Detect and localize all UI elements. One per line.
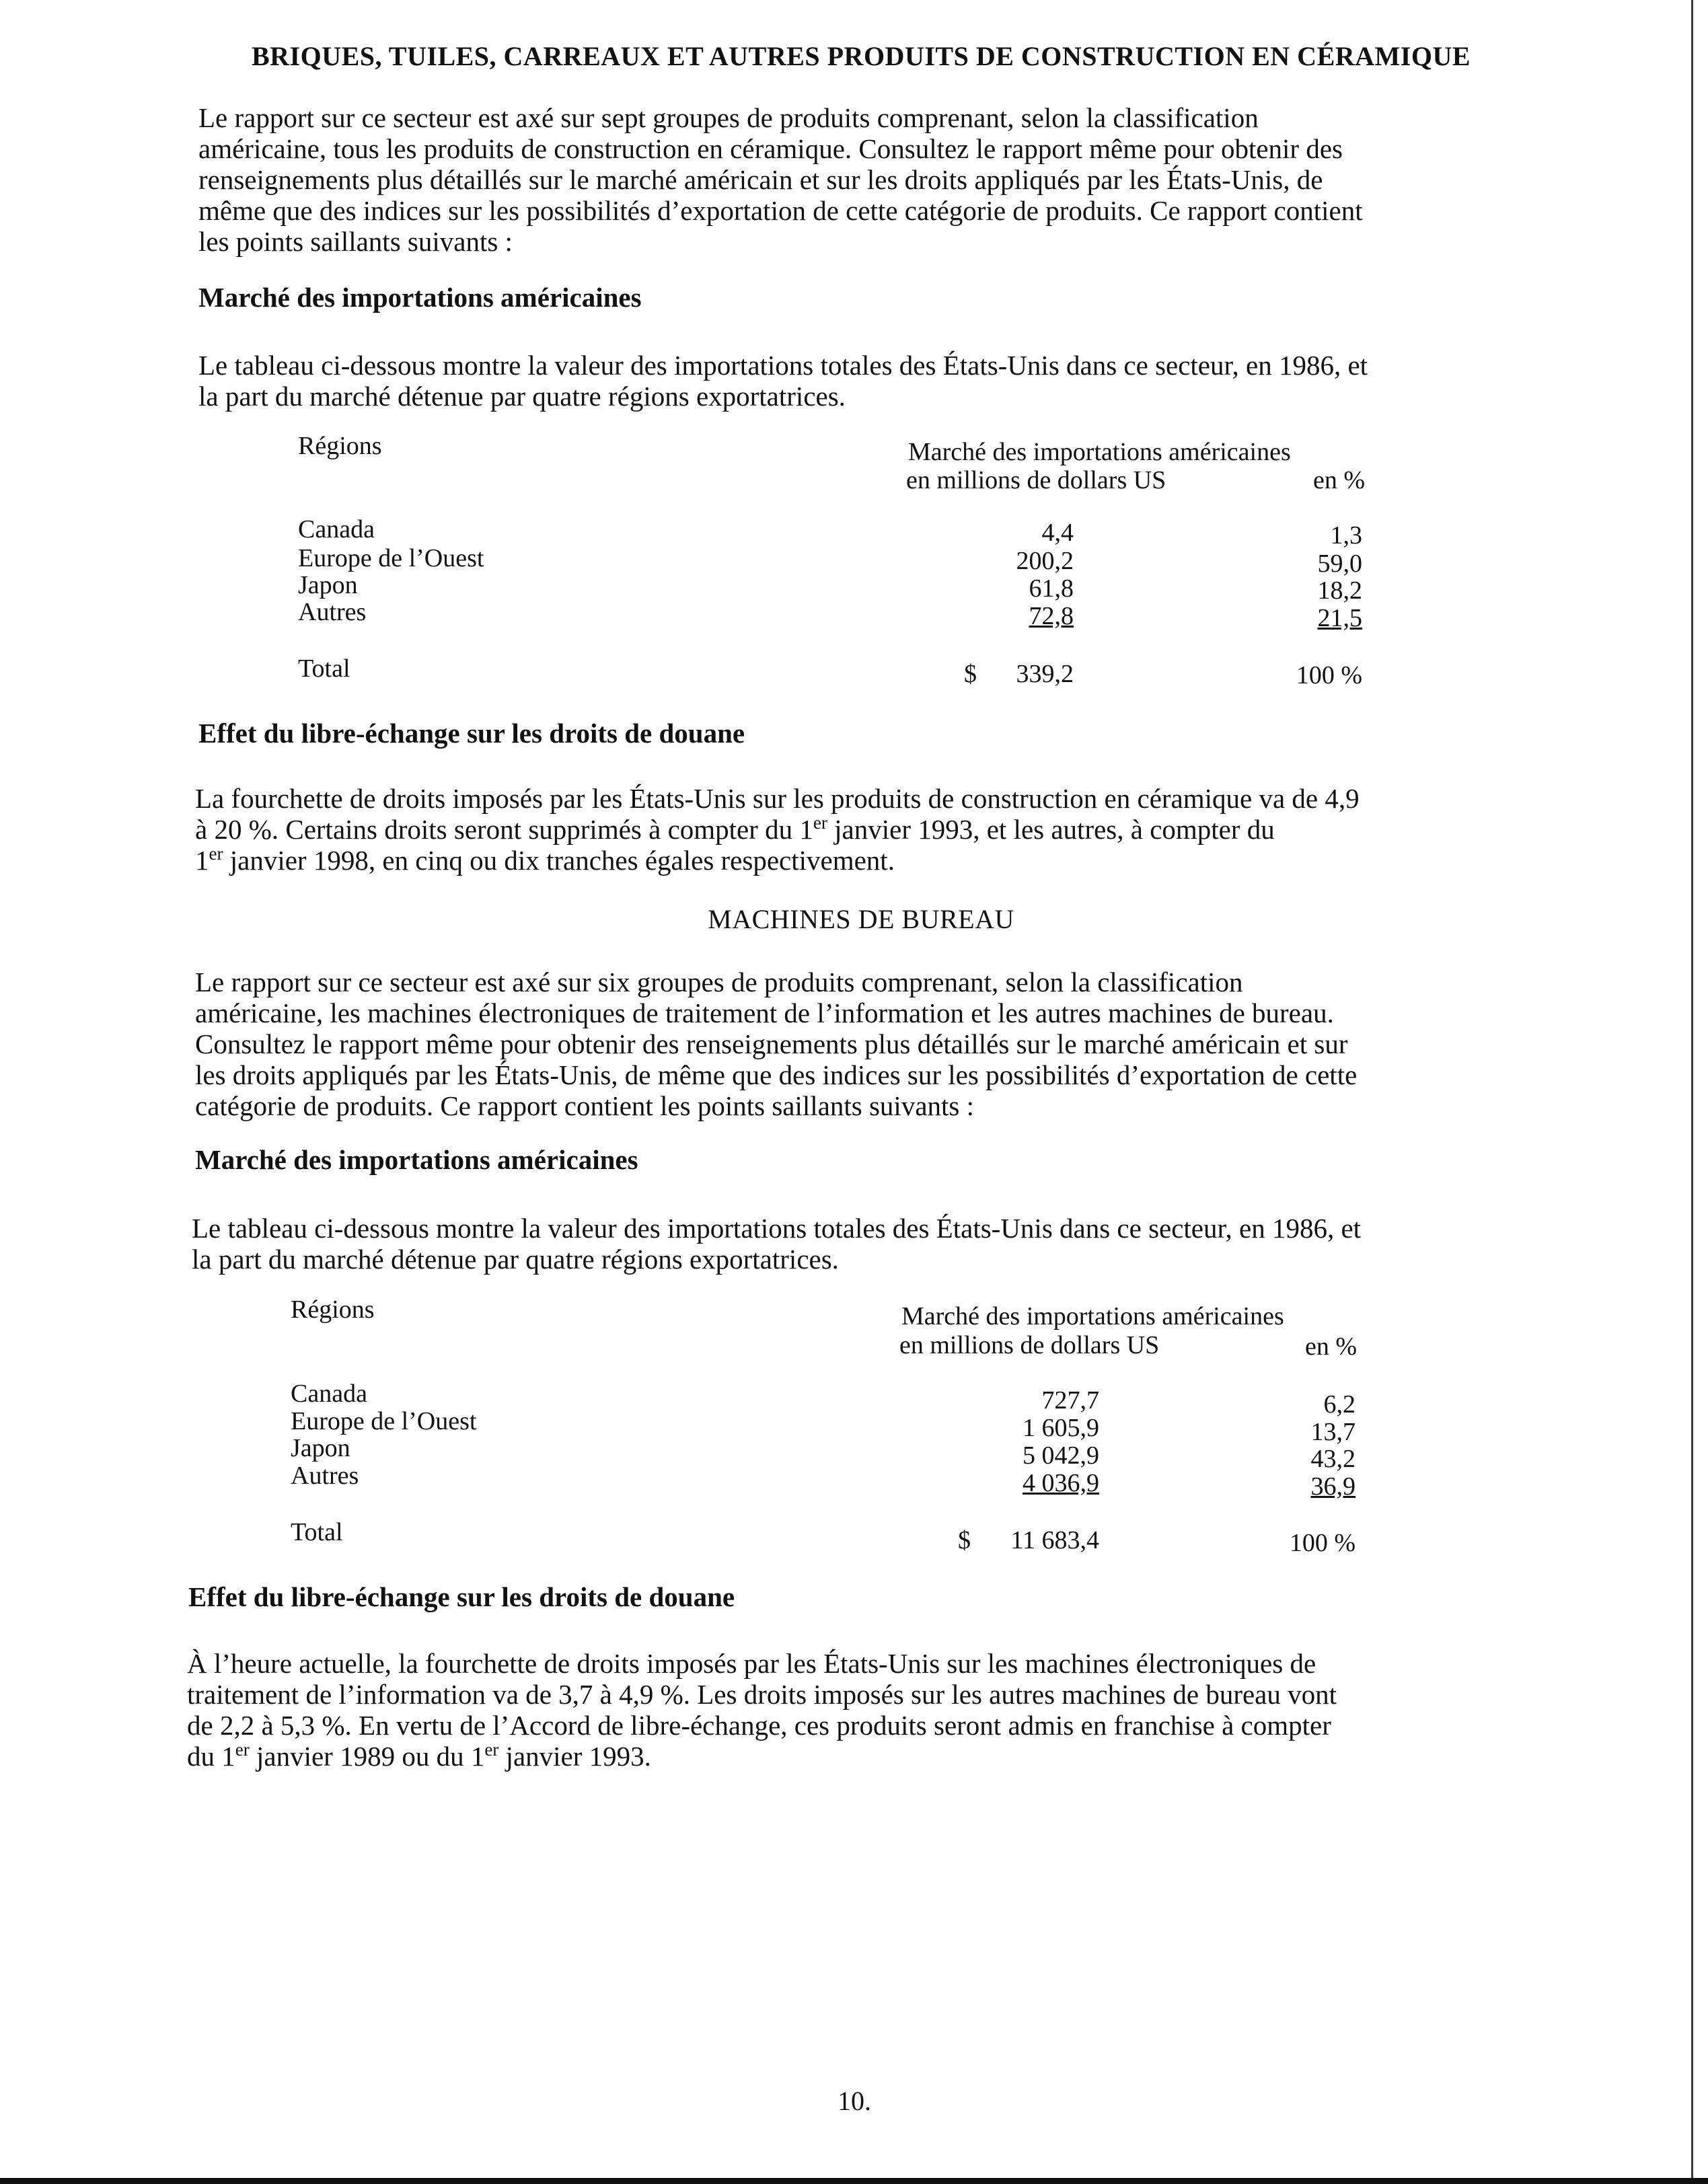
row-percent: 59,0: [1317, 550, 1362, 578]
total-value: 339,2: [1016, 660, 1074, 688]
row-percent: 43,2: [1310, 1445, 1356, 1473]
text-line: de 2,2 à 5,3 %. En vertu de l’Accord de libre-échange, ces produits seront admis en franchise à compter: [187, 1710, 1331, 1741]
market-heading: Marché des importations américaines: [195, 1144, 638, 1175]
text-line: Le tableau ci-dessous montre la valeur des importations totales des États-Unis dans ce secteur, en 1986, et: [198, 350, 1368, 381]
free-trade-effect-paragraph: [187, 1648, 1546, 1772]
text-line: la part du marché détenue par quatre régions exportatrices.: [198, 381, 846, 412]
total-currency: $: [958, 1526, 971, 1554]
total-label: Total: [298, 654, 350, 683]
row-percent: 6,2: [1323, 1390, 1356, 1419]
total-label: Total: [291, 1518, 343, 1546]
total-percent: 100 %: [1296, 661, 1362, 689]
text-span: du 1: [187, 1741, 235, 1772]
section-intro-paragraph: [195, 967, 1547, 1121]
row-percent: 18,2: [1317, 576, 1362, 605]
market-paragraph: [198, 350, 1544, 412]
text-line: Le tableau ci-dessous montre la valeur des importations totales des États-Unis dans ce secteur, en 1986, et: [192, 1213, 1362, 1244]
text-span: janvier 1993, et les autres, à compter du: [827, 814, 1275, 845]
text-line: renseignements plus détaillés sur le marché américain et sur les droits appliqués par les États-Unis, de: [198, 164, 1323, 195]
row-percent: 36,9: [1310, 1472, 1356, 1501]
text-line: les points saillants suivants :: [198, 226, 513, 257]
superscript: er: [235, 1739, 250, 1760]
text-span: janvier 1993.: [498, 1741, 651, 1772]
column-header-percent: en %: [1313, 466, 1366, 494]
text-span: 1: [195, 845, 209, 876]
section-title-ceramique: BRIQUES, TUILES, CARREAUX ET AUTRES PRODUITS DE CONSTRUCTION EN CÉRAMIQUE: [251, 41, 1471, 71]
column-header-percent: en %: [1305, 1332, 1358, 1361]
text-line: [187, 1741, 1546, 1772]
row-region: Autres: [291, 1462, 359, 1490]
text-span: janvier 1989 ou du 1: [249, 1741, 485, 1772]
market-paragraph: [192, 1213, 1544, 1275]
text-line: même que des indices sur les possibilités d’exportation de cette catégorie de produits. Ce rapport contient: [198, 195, 1363, 226]
superscript: er: [209, 843, 223, 864]
column-header-market-unit: en millions de dollars US: [899, 1331, 1160, 1359]
superscript: er: [813, 813, 827, 833]
row-region: Canada: [291, 1380, 367, 1408]
row-region: Europe de l’Ouest: [291, 1407, 477, 1435]
text-line: américaine, tous les produits de construction en céramique. Consultez le rapport même pour obtenir des: [198, 133, 1343, 164]
text-line: les droits appliqués par les États-Unis, de même que des indices sur les possibilités d’exportation de cette: [195, 1059, 1358, 1090]
text-line: [195, 814, 1547, 845]
row-value: 727,7: [1041, 1386, 1099, 1415]
text-line: À l’heure actuelle, la fourchette de droits imposés par les États-Unis sur les machines électroniques de: [187, 1648, 1316, 1679]
row-percent: 21,5: [1317, 604, 1362, 632]
row-value: 4 036,9: [1023, 1469, 1099, 1497]
text-line: Le rapport sur ce secteur est axé sur six groupes de produits comprenant, selon la classification: [195, 967, 1243, 997]
text-span: à 20 %. Certains droits seront supprimés à compter du 1: [195, 814, 813, 845]
market-heading: Marché des importations américaines: [198, 282, 642, 313]
column-header-market: Marché des importations américaines: [908, 438, 1291, 466]
row-value: 200,2: [1016, 547, 1074, 575]
free-trade-effect-heading: Effet du libre-échange sur les droits de douane: [198, 718, 745, 749]
text-line: catégorie de produits. Ce rapport contient les points saillants suivants :: [195, 1090, 975, 1121]
text-line: américaine, les machines électroniques de traitement de l’information et les autres machines de bureau.: [195, 997, 1334, 1028]
text-line: Consultez le rapport même pour obtenir des renseignements plus détaillés sur le marché américain et sur: [195, 1028, 1348, 1059]
total-percent: 100 %: [1289, 1529, 1356, 1557]
superscript: er: [484, 1739, 499, 1760]
text-span: janvier 1998, en cinq ou dix tranches égales respectivement.: [223, 845, 895, 876]
row-value: 1 605,9: [1023, 1414, 1099, 1442]
section-intro-paragraph: [198, 102, 1544, 257]
row-percent: 13,7: [1310, 1418, 1356, 1446]
row-value: 5 042,9: [1023, 1441, 1099, 1470]
text-line: traitement de l’information va de 3,7 à 4,9 %. Les droits imposés sur les autres machines de bureau vont: [187, 1679, 1337, 1710]
row-value: 72,8: [1029, 602, 1074, 630]
row-value: 4,4: [1041, 519, 1074, 547]
text-line: La fourchette de droits imposés par les États-Unis sur les produits de construction en céramique va de 4,9: [195, 783, 1360, 814]
free-trade-effect-paragraph: [195, 783, 1547, 876]
page-number: 10.: [838, 2086, 871, 2116]
text-line: Le rapport sur ce secteur est axé sur sept groupes de produits comprenant, selon la classification: [198, 102, 1259, 133]
section-title-machines-bureau: MACHINES DE BUREAU: [708, 904, 1014, 934]
row-region: Japon: [298, 571, 358, 599]
column-header-market-unit: en millions de dollars US: [906, 466, 1166, 494]
total-value: 11 683,4: [1010, 1526, 1099, 1554]
column-header-region: Régions: [291, 1295, 375, 1324]
text-line: [195, 845, 1547, 876]
free-trade-effect-heading: Effet du libre-échange sur les droits de douane: [188, 1581, 735, 1612]
row-region: Japon: [291, 1434, 350, 1462]
column-header-region: Régions: [298, 432, 382, 460]
row-region: Europe de l’Ouest: [298, 544, 484, 572]
scan-edge-right: [1691, 0, 1693, 2184]
row-percent: 1,3: [1330, 521, 1362, 550]
row-value: 61,8: [1029, 574, 1074, 603]
scan-edge-bottom: [0, 2178, 1708, 2184]
column-header-market: Marché des importations américaines: [901, 1302, 1284, 1330]
row-region: Autres: [298, 598, 367, 626]
text-line: la part du marché détenue par quatre régions exportatrices.: [192, 1244, 839, 1275]
total-currency: $: [964, 660, 977, 688]
row-region: Canada: [298, 515, 375, 543]
